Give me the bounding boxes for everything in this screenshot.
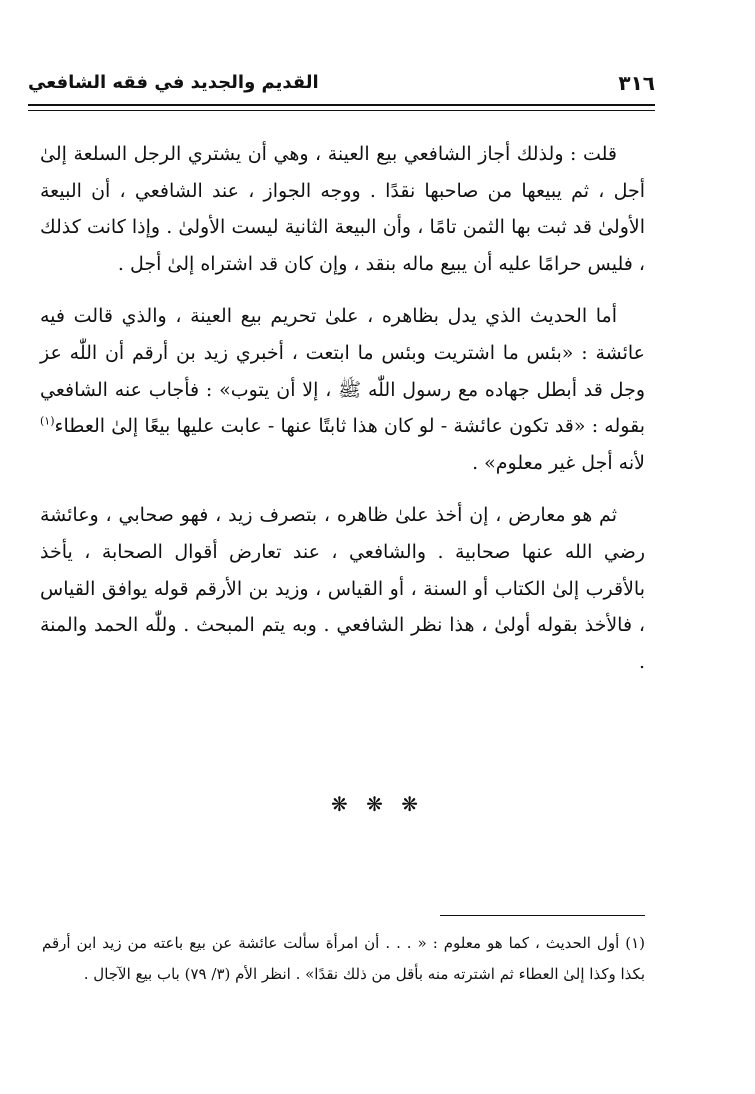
paragraph-1: قلت : ولذلك أجاز الشافعي بيع العينة ، وهي أن يشتري الرجل السلعة إلىٰ أجل ، ثم يبيعها من صاحبها نقدًا . ووجه الجواز ، عند الشافعي ، أن البيعة الأولىٰ قد ثبت بها الثمن تامًا ، وأن البيعة الثانية ليست الأولىٰ . وإذا كانت كذلك ، فليس حرامًا عليه أن يبيع ماله بنقد ، وإن كان قد اشتراه إلىٰ أجل . <box>40 143 645 275</box>
header-rule <box>28 104 655 106</box>
page-number: ٣١٦ <box>618 71 655 95</box>
footnotes <box>42 928 645 990</box>
paragraph-2-text: أما الحديث الذي يدل بظاهره ، علىٰ تحريم بيع العينة ، والذي قالت فيه عائشة : «بئس ما اشتريت وبئس ما ابتعت ، أخبري زيد بن أرقم أن اللّٰه عز وجل قد أبطل جهاده مع رسول اللّٰه ﷺ ، إلا أن يتوب» : فأجاب عنه الشافعي بقوله : «قد تكون عائشة - لو كان هذا ثابتًا عنها - عابت عليها بيعًا إلىٰ العطاء <box>40 305 645 438</box>
main-text <box>40 136 645 696</box>
paragraph-2-tail: لأنه أجل غير معلوم» . <box>472 451 645 474</box>
running-title: القديم والجديد في فقه الشافعي <box>28 72 319 93</box>
footnote-1: (١) أول الحديث ، كما هو معلوم : « . . . أن امرأة سألت عائشة عن بيع باعته من زيد ابن أرقم بكذا وكذا إلىٰ العطاء ثم اشترته منه بأقل من ذلك نقدًا» . انظر الأم (٣/ ٧٩) باب بيع الآجال . <box>42 934 645 983</box>
page-header <box>28 68 655 104</box>
footnote-rule <box>440 915 645 916</box>
paragraph-2 <box>40 298 645 481</box>
footnote-marker: (١) <box>40 414 55 428</box>
header-rule-thin <box>28 110 655 111</box>
section-separator: ❋ ❋ ❋ <box>331 792 424 816</box>
paragraph-3: ثم هو معارض ، إن أخذ علىٰ ظاهره ، بتصرف زيد ، فهو صحابي ، وعائشة رضي الله عنها صحابية . والشافعي ، عند تعارض أقوال الصحابة ، يأخذ بالأقرب إلىٰ الكتاب أو السنة ، أو القياس ، وزيد بن الأرقم قوله يوافق القياس ، فالأخذ بقوله أولىٰ ، هذا نظر الشافعي . وبه يتم المبحث . وللّٰه الحمد والمنة . <box>40 504 645 673</box>
